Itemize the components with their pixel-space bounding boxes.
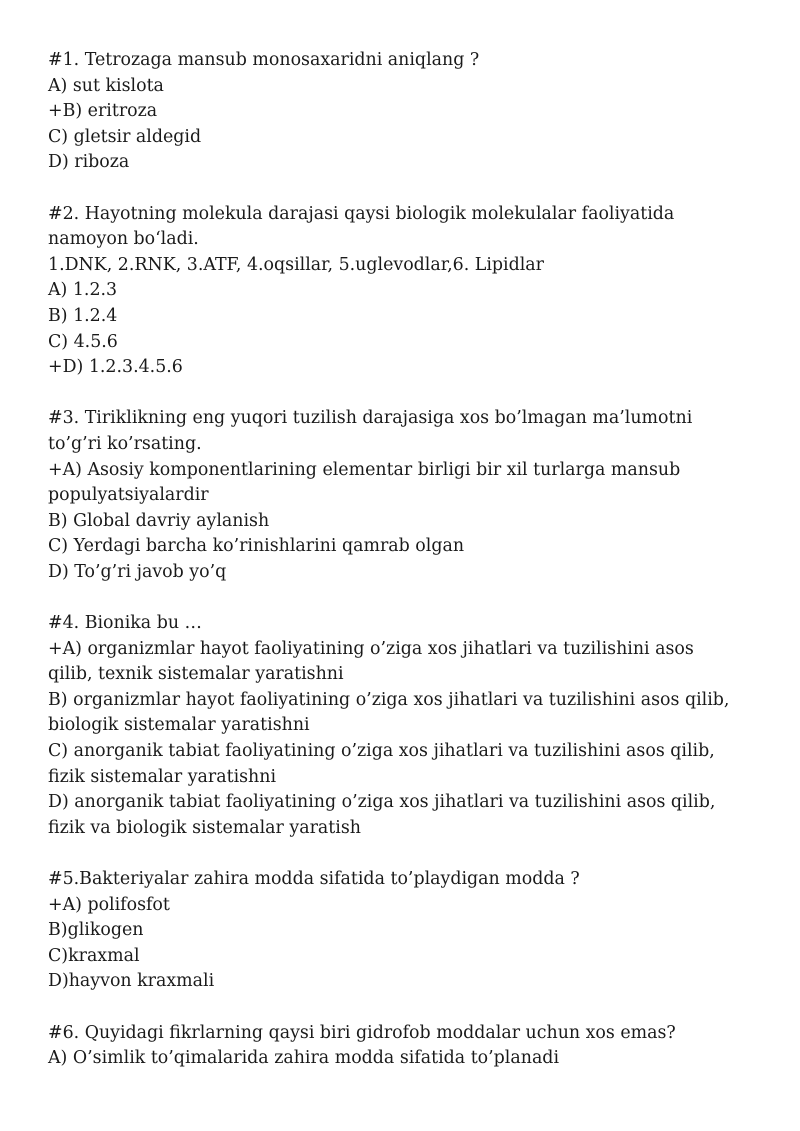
question-1: [48, 48, 768, 176]
answer-option-b-correct: +B) eritroza: [48, 101, 158, 122]
answer-option-b: B) Global davriy aylanish: [48, 510, 270, 531]
answer-option-a-continued: qilib, texnik sistemalar yaratishni: [48, 664, 344, 685]
answer-option-b-continued: biologik sistemalar yaratishni: [48, 715, 310, 736]
answer-option-c: C) gletsir aldegid: [48, 126, 202, 147]
answer-option-d-correct: +D) 1.2.3.4.5.6: [48, 357, 183, 378]
answer-option-d: D)hayvon kraxmali: [48, 971, 215, 992]
answer-option-c: C) Yerdagi barcha ko’rinishlarini qamrab olgan: [48, 536, 465, 557]
question-text: #2. Hayotning molekula darajasi qaysi biologik molekulalar faoliyatida: [48, 203, 675, 224]
question-text: #5.Bakteriyalar zahira modda sifatida to’playdigan modda ?: [48, 869, 580, 889]
question-6: [48, 1021, 768, 1072]
question-5: [48, 867, 768, 995]
answer-option-a: A) 1.2.3: [48, 280, 118, 301]
answer-option-b: B)glikogen: [48, 920, 144, 941]
question-4: [48, 611, 768, 841]
answer-option-a-continued: populyatsiyalardir: [48, 485, 209, 506]
question-items-list: 1.DNK, 2.RNK, 3.ATF, 4.oqsillar, 5.uglevodlar,6. Lipidlar: [48, 254, 544, 275]
question-text: #3. Tiriklikning eng yuqori tuzilish darajasiga xos bo’lmagan ma’lumotni: [48, 408, 693, 429]
answer-option-a-correct: +A) organizmlar hayot faoliyatining o’ziga xos jihatlari va tuzilishini asos: [48, 638, 694, 659]
answer-option-c-continued: fizik sistemalar yaratishni: [48, 766, 277, 787]
answer-option-a-correct: +A) Asosiy komponentlarining elementar birligi bir xil turlarga mansub: [48, 459, 681, 480]
question-text: #1. Tetrozaga mansub monosaxaridni aniqlang ?: [48, 50, 480, 70]
question-text: #6. Quyidagi fikrlarning qaysi biri gidrofob moddalar uchun xos emas?: [48, 1022, 676, 1043]
answer-option-d: D) riboza: [48, 152, 130, 173]
answer-option-a: A) O’simlik to’qimalarida zahira modda sifatida to’planadi: [48, 1048, 560, 1069]
answer-option-a: A) sut kislota: [48, 75, 164, 96]
answer-option-d: D) anorganik tabiat faoliyatining o’ziga xos jihatlari va tuzilishini asos qilib,: [48, 792, 716, 813]
question-text-continued: namoyon bo‘ladi.: [48, 229, 199, 250]
answer-option-b: B) 1.2.4: [48, 305, 118, 326]
document-page: [48, 48, 768, 1097]
question-text: #4. Bionika bu …: [48, 613, 202, 634]
answer-option-b: B) organizmlar hayot faoliyatining o’ziga xos jihatlari va tuzilishini asos qilib,: [48, 689, 730, 710]
answer-option-c: C) anorganik tabiat faoliyatining o’ziga xos jihatlari va tuzilishini asos qilib,: [48, 741, 715, 762]
answer-option-d: D) To’g’ri javob yo’q: [48, 561, 227, 582]
question-3: [48, 406, 768, 585]
answer-option-a-correct: +A) polifosfot: [48, 894, 170, 915]
question-text-continued: to’g’ri ko’rsating.: [48, 433, 202, 454]
question-2: [48, 202, 768, 381]
answer-option-d-continued: fizik va biologik sistemalar yaratish: [48, 817, 361, 838]
answer-option-c: C)kraxmal: [48, 945, 140, 966]
answer-option-c: C) 4.5.6: [48, 331, 118, 352]
